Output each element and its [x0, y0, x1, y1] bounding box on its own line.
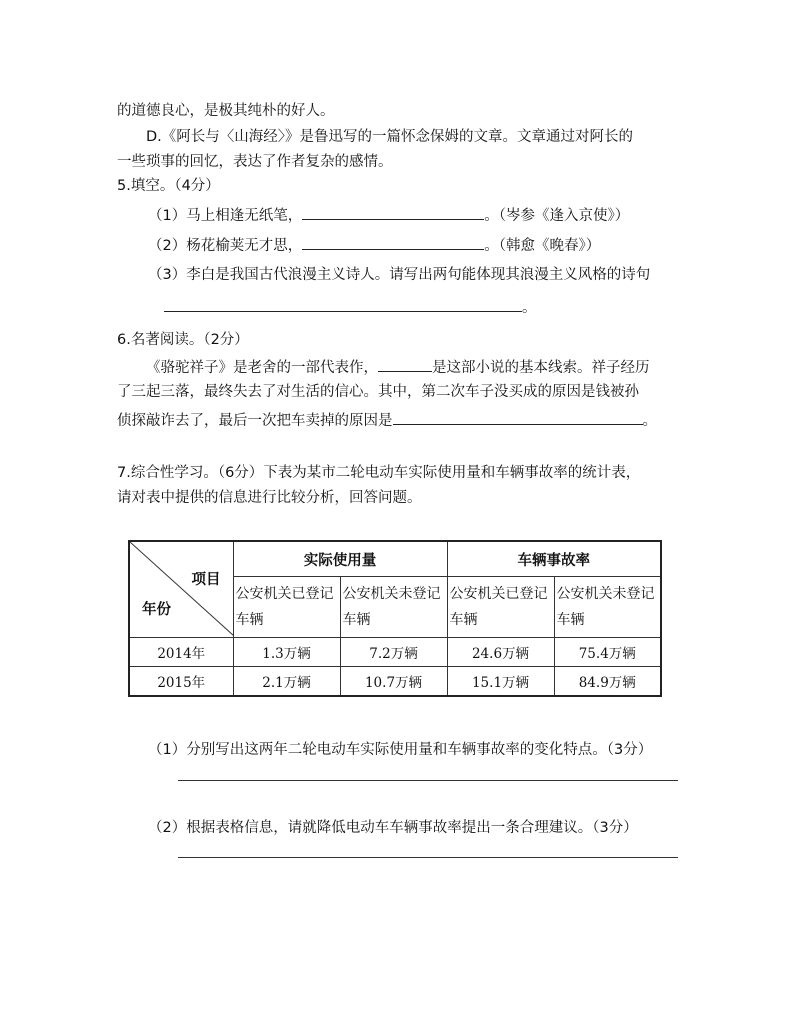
- q5-item-2-prefix: （2）杨花榆荚无才思，: [148, 238, 303, 254]
- table-row: [129, 638, 661, 667]
- q5-item-3: （3）李白是我国古代浪漫主义诗人。请写出两句能体现其浪漫主义风格的诗句: [148, 267, 651, 283]
- q6-line-3: [117, 409, 657, 431]
- answer-line[interactable]: [178, 780, 678, 781]
- answer-blank[interactable]: [164, 296, 522, 312]
- q5-item-3-end: 。: [522, 300, 537, 316]
- q5-item-1: [148, 204, 629, 226]
- value-cell: 24.6万辆: [447, 638, 554, 667]
- text-line: 的道德良心，是极其纯朴的好人。: [117, 103, 335, 119]
- q7-line-1: 7.综合性学习。（6分）下表为某市二轮电动车实际使用量和车辆事故率的统计表，: [117, 465, 641, 481]
- answer-blank[interactable]: [393, 409, 643, 425]
- answer-blank[interactable]: [302, 234, 484, 250]
- value-cell: 75.4万辆: [554, 638, 661, 667]
- q6-line-1-suffix: 是这部小说的基本线索。祥子经历: [432, 360, 650, 376]
- q7-sub-2: （2）根据表格信息，请就降低电动车车辆事故率提出一条合理建议。（3分）: [148, 820, 638, 836]
- q5-heading: 5.填空。（4分）: [117, 178, 220, 194]
- value-cell: 15.1万辆: [447, 667, 554, 697]
- q6-line-2: 了三起三落，最终失去了对生活的信心。其中，第二次车子没买成的原因是钱被孙: [117, 384, 639, 400]
- answer-blank[interactable]: [378, 356, 432, 372]
- q5-item-1-suffix: 。（岑参《逢入京使》）: [484, 208, 630, 224]
- value-cell: 1.3万辆: [233, 638, 340, 667]
- corner-item-label: 项目: [191, 572, 221, 588]
- table-row: [129, 667, 661, 697]
- subheader-cell: 公安机关未登记车辆: [554, 577, 661, 638]
- answer-blank[interactable]: [302, 204, 484, 220]
- subheader-cell: 公安机关未登记车辆: [340, 577, 447, 638]
- header-accident-rate: 车辆事故率: [447, 541, 661, 577]
- year-cell: 2014年: [129, 638, 233, 667]
- q7-sub-1: （1）分别写出这两年二轮电动车实际使用量和车辆事故率的变化特点。（3分）: [148, 742, 653, 758]
- q5-item-1-prefix: （1）马上相逢无纸笔，: [148, 208, 303, 224]
- answer-line[interactable]: [178, 857, 678, 858]
- q6-line-1-prefix: 《骆驼祥子》是老舍的一部代表作，: [146, 360, 378, 376]
- corner-diagonal: [130, 542, 233, 636]
- value-cell: 7.2万辆: [340, 638, 447, 667]
- value-cell: 2.1万辆: [233, 667, 340, 697]
- q5-item-2-suffix: 。（韩愈《晚春》）: [484, 238, 601, 254]
- header-usage: 实际使用量: [233, 541, 447, 577]
- table-corner-cell: [129, 541, 233, 638]
- q5-item-2: [148, 234, 600, 256]
- value-cell: 84.9万辆: [554, 667, 661, 697]
- subheader-cell: 公安机关已登记车辆: [447, 577, 554, 638]
- q6-line-1: [146, 356, 650, 378]
- value-cell: 10.7万辆: [340, 667, 447, 697]
- subheader-cell: 公安机关已登记车辆: [233, 577, 340, 638]
- year-cell: 2015年: [129, 667, 233, 697]
- q7-line-2: 请对表中提供的信息进行比较分析，回答问题。: [117, 490, 422, 506]
- option-d-line: D.《阿长与〈山海经〉》是鲁迅写的一篇怀念保姆的文章。文章通过对阿长的: [146, 129, 634, 145]
- q6-line-3-prefix: 侦探敲诈去了，最后一次把车卖掉的原因是: [117, 413, 393, 429]
- statistics-table: [128, 540, 662, 697]
- q6-heading: 6.名著阅读。（2分）: [117, 332, 249, 348]
- corner-year-label: 年份: [142, 602, 171, 618]
- option-d-line: 一些琐事的回忆，表达了作者复杂的感情。: [117, 154, 393, 170]
- q6-line-3-end: 。: [642, 413, 657, 429]
- q5-item-3-answer: [164, 296, 537, 318]
